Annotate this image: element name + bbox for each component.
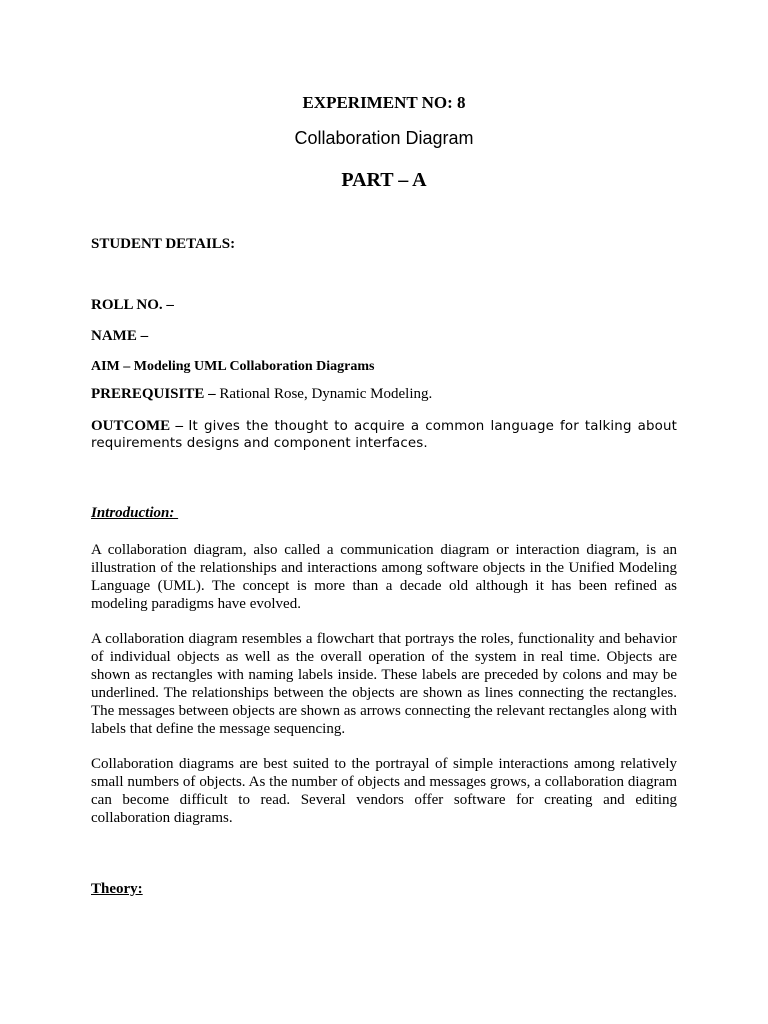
outcome-line	[91, 418, 677, 452]
aim-line: AIM – Modeling UML Collaboration Diagrams	[91, 359, 375, 374]
experiment-title: EXPERIMENT NO: 8	[302, 93, 466, 112]
theory-heading: Theory:	[91, 881, 143, 897]
introduction-heading: Introduction:	[91, 505, 179, 521]
prerequisite-line	[91, 386, 677, 403]
outcome-label: OUTCOME –	[91, 418, 184, 434]
prerequisite-label: PREREQUISITE –	[91, 386, 216, 402]
introduction-paragraph-1: A collaboration diagram, also called a communication diagram or interaction diagram, is an illustration of the relationships and interactions among software objects in the Unified Modeling Language (UML). The concept is more than a decade old although it has been refined as modeling paradigms have evolved.	[91, 542, 677, 612]
introduction-paragraph-2: A collaboration diagram resembles a flowchart that portrays the roles, functionality and behavior of individual objects as well as the overall operation of the system in real time. Objects are shown as rectangles with naming labels inside. These labels are preceded by colons and may be underlined. The relationships between the objects are shown as lines connecting the rectangles. The messages between objects are shown as arrows connecting the relevant rectangles along with labels that define the message sequencing.	[91, 631, 677, 737]
introduction-paragraph-3: Collaboration diagrams are best suited to the portrayal of simple interactions among relatively small numbers of objects. As the number of objects and messages grows, a collaboration diagram can become difficult to read. Several vendors offer software for creating and editing collaboration diagrams.	[91, 756, 677, 826]
outcome-value: It gives the thought to acquire a common language for talking about requirements designs and component interfaces.	[91, 419, 678, 451]
student-details-heading: STUDENT DETAILS:	[91, 236, 236, 252]
prerequisite-value: Rational Rose, Dynamic Modeling.	[219, 386, 433, 402]
roll-no-label: ROLL NO. –	[91, 297, 174, 313]
subject-title: Collaboration Diagram	[294, 128, 474, 148]
part-title: PART – A	[341, 169, 427, 191]
name-label: NAME –	[91, 328, 149, 344]
